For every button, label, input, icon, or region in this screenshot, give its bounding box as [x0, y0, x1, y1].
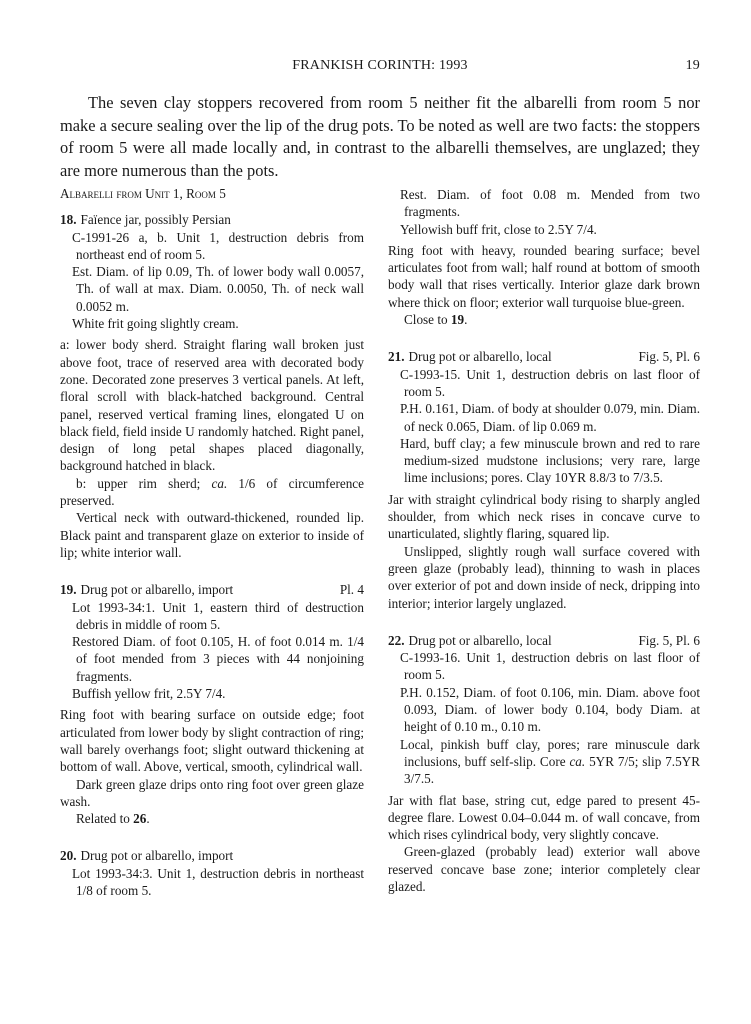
right-column [388, 186, 700, 910]
entry-heading [60, 211, 364, 228]
entry-number: 21. [388, 349, 405, 365]
entry-details [388, 366, 700, 487]
fabric-line: Buffish yellow frit, 2.5Y 7/4. [72, 686, 226, 702]
entry-title: Faïence jar, possibly Persian [80, 212, 231, 228]
fabric-line: Hard, buff clay; a few minuscule brown and red to rare medium-sized mudstone inclusions; very rare, large lime inclusions; pores. Clay 10YR 8.8/3 to 7/3.5. [400, 435, 700, 486]
description-paragraph: Ring foot with heavy, rounded bearing surface; bevel articulates foot from wall; half round at bottom of smooth body wall that rises vertically. Interior glaze dark brown where thick on floor; exterior wall turquoise blue-green. [388, 242, 700, 310]
running-title: FRANKISH CORINTH: 1993 [292, 58, 468, 73]
entry-title: Drug pot or albarello, local [408, 632, 552, 648]
dimensions-line: Restored Diam. of foot 0.105, H. of foot 0.014 m. 1/4 of foot mended from 3 pieces with 44 nonjoining fragments. [72, 634, 364, 684]
section-heading: Albarelli from Unit 1, Room 5 [60, 186, 226, 201]
plate-reference: Pl. 4 [339, 582, 364, 598]
entry-title: Drug pot or albarello, import [80, 582, 234, 598]
entry-details [60, 865, 364, 900]
description-paragraph: b: upper rim sherd; ca. 1/6 of circumference preserved. [60, 475, 364, 509]
entry-number: 19. [60, 582, 77, 598]
running-header [60, 58, 700, 78]
description-paragraph: Unslipped, slightly rough wall surface covered with green glaze (probably lead), thinning to wash in places over exterior of pot and down inside of neck, dripping into interior; interior largely unglazed. [388, 543, 700, 611]
entry-details [60, 229, 364, 333]
entry-details [388, 649, 700, 787]
entry-heading [388, 348, 700, 365]
left-column [60, 185, 364, 914]
catalog-entry-18 [60, 211, 364, 561]
entry-number: 22. [388, 632, 405, 648]
catalog-entry-20 [60, 847, 364, 899]
fabric-line: White frit going slightly cream. [72, 316, 239, 332]
intro-paragraph: The seven clay stoppers recovered from room 5 neither fit the albarelli from room 5 nor make a secure sealing over the lip of the drug pots. To be noted as well are two facts: the stoppers of room 5 were all made locally and, in contrast to the albarelli themselves, are unglazed; they are more numerous than the pots. [60, 93, 700, 180]
figure-reference: Fig. 5, Pl. 6 [638, 632, 700, 648]
description-paragraph: Green-glazed (probably lead) exterior wall above reserved concave base zone; interior completely clear glazed. [388, 844, 700, 894]
inventory-line: C-1991-26 a, b. Unit 1, destruction debris from northeast end of room 5. [72, 229, 364, 262]
dimensions-line: P.H. 0.161, Diam. of body at shoulder 0.079, min. Diam. of neck 0.065, Diam. of lip 0.069 m. [400, 401, 700, 434]
description-paragraph: Jar with flat base, string cut, edge pared to present 45-degree flare. Lowest 0.04–0.044 m. of wall concave, from which rises cylindrical body, very slightly concave. [388, 792, 700, 843]
inventory-line: C-1993-15. Unit 1, destruction debris on last floor of room 5. [400, 366, 700, 399]
fabric-line: Local, pinkish buff clay, pores; rare minuscule dark inclusions, buff self-slip. Core ca. 5YR 7/5; slip 7.5YR 3/7.5. [400, 736, 700, 787]
dimensions-line: Est. Diam. of lip 0.09, Th. of lower body wall 0.0057, Th. of wall at max. Diam. 0.0050, Th. of neck wall 0.0052 m. [72, 264, 364, 314]
description-paragraph: Vertical neck with outward-thickened, rounded lip. Black paint and transparent glaze on exterior to inside of lip; white interior wall. [60, 510, 364, 560]
entry-heading [60, 847, 364, 864]
catalog-entry-22 [388, 632, 700, 895]
catalog-entry-20-continued [388, 186, 700, 328]
description-paragraph: Dark green glaze drips onto ring foot over green glaze wash. [60, 776, 364, 809]
entry-details [60, 599, 364, 703]
cross-reference: Close to 19. [404, 312, 468, 328]
entry-details [388, 186, 700, 238]
description-paragraph: a: lower body sherd. Straight flaring wall broken just above foot, trace of reserved area with decorated body zone. Decorated zone preserves 3 vertical panels. At left, floral scroll with black-hatched background. Central panel, reserved vertical framing lines, elongated U on black field, field inside U randomly hatched. Right panel, design of long petal shapes placed diagonally, background hatched in black. [60, 337, 364, 474]
entry-heading [388, 632, 700, 649]
inventory-line: Lot 1993-34:3. Unit 1, destruction debris in northeast 1/8 of room 5. [72, 865, 364, 898]
dimensions-line: P.H. 0.152, Diam. of foot 0.106, min. Diam. above foot 0.093, Diam. of lower body 0.104, body Diam. at height of 0.10 m., 0.10 m. [400, 684, 700, 735]
cross-reference: Related to 26. [76, 811, 150, 827]
fabric-line: Yellowish buff frit, close to 2.5Y 7/4. [400, 221, 597, 237]
figure-reference: Fig. 5, Pl. 6 [638, 349, 700, 365]
catalog-entry-19 [60, 581, 364, 827]
entry-title: Drug pot or albarello, import [80, 848, 234, 864]
inventory-line: C-1993-16. Unit 1, destruction debris on last floor of room 5. [400, 650, 700, 683]
page-number: 19 [685, 58, 700, 73]
entry-title: Drug pot or albarello, local [408, 349, 552, 365]
inventory-line: Lot 1993-34:1. Unit 1, eastern third of destruction debris in middle of room 5. [72, 599, 364, 632]
entry-heading [60, 581, 364, 598]
entry-number: 20. [60, 848, 77, 864]
entry-number: 18. [60, 212, 77, 228]
catalog-entry-21 [388, 348, 700, 611]
description-paragraph: Ring foot with bearing surface on outside edge; foot articulated from lower body by slight contraction of ring; wall barely overhangs foot; slight outward thickening at bottom of wall. Above, vertical, smooth, cylindrical wall. [60, 707, 364, 775]
dimensions-line: Rest. Diam. of foot 0.08 m. Mended from two fragments. [400, 187, 700, 220]
description-paragraph: Jar with straight cylindrical body rising to sharply angled shoulder, from which neck rises in concave curve to unarticulated, slightly flaring, squared lip. [388, 491, 700, 542]
